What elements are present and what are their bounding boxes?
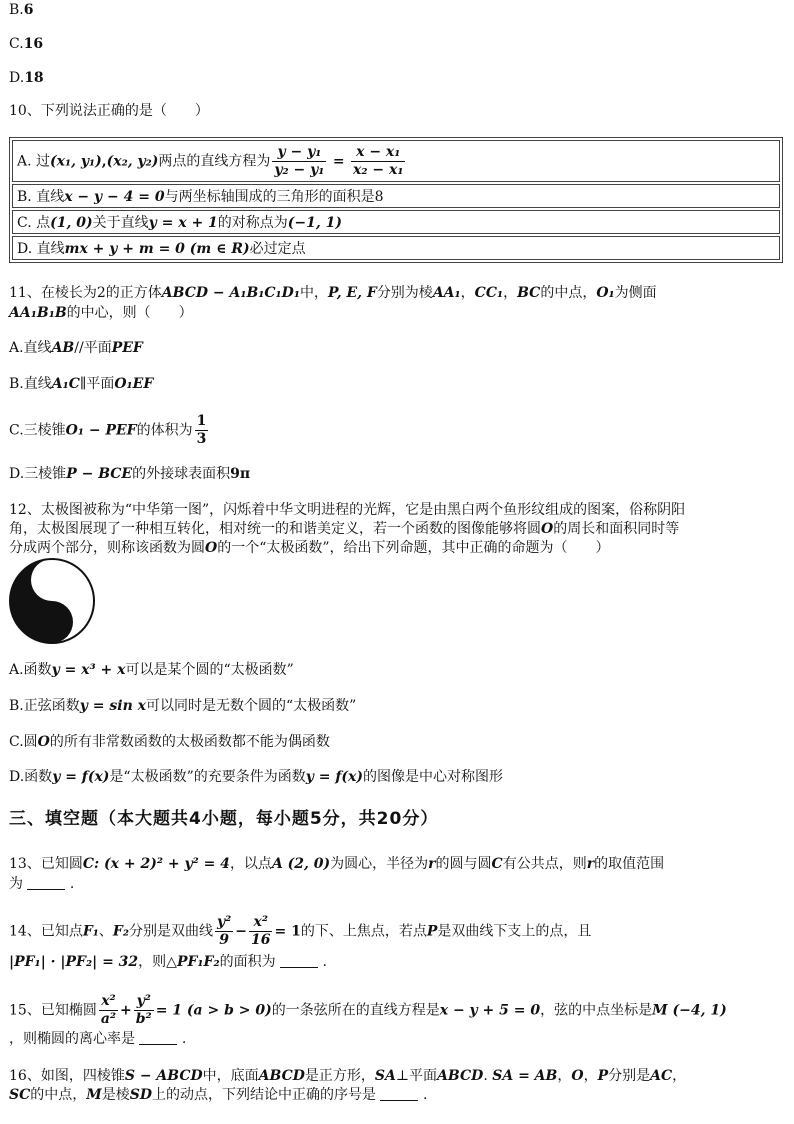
question-13-line2: 为 . [9,876,75,892]
question-10-options-table [9,137,783,263]
q11-option-d: D.三棱锥P − BCE的外接球表面积9π [9,466,251,482]
question-12-stem-line3: 分成两个部分，则称该函数为圆O的一个“太极函数”，给出下列命题，其中正确的命题为（ ） [9,540,610,556]
question-10-stem: 10、下列说法正确的是（ ） [9,103,209,119]
question-14-line1: 14、已知点F₁、F₂分别是双曲线 $\frac{\text{y²}}{9}$ − $\frac{\text{x²}}{16}$ = 1的下、上焦点，若点P是双曲线下支上的点，且 [9,914,592,948]
q10-option-b: B. 直线x − y − 4 = 0与两坐标轴围成的三角形的面积是8 [12,184,780,208]
section-heading: 三、填空题（本大题共4小题，每小题5分，共20分） [9,809,439,829]
fraction: $\frac{1}{3}$ [196,413,207,447]
question-16-line1: 16、如图，四棱锥S − ABCD中，底面ABCD是正方形，SA⊥平面ABCD. SA = AB，O，P分别是AC， [9,1068,687,1084]
answer-blank[interactable] [280,955,318,968]
question-13-line1: 13、已知圆C: (x + 2)² + y² = 4，以点A (2, 0)为圆心，半径为r的圆与圆C有公共点，则r的取值范围 [9,856,665,872]
q10-option-d: D. 直线mx + y + m = 0 (m ∈ R)必过定点 [12,236,780,260]
q11-option-b: B.直线A₁C∥平面O₁EF [9,376,154,392]
question-16-line2: SC的中点，M是棱SD上的动点，下列结论中正确的序号是 . [9,1087,428,1103]
question-11-stem-line2: AA₁B₁B的中心，则（ ） [9,305,193,321]
taiji-yin-yang-figure [8,557,96,645]
q12-option-c: C.圆O的所有非常数函数的太极函数都不能为偶函数 [9,734,330,750]
question-15-line2: ，则椭圆的离心率是 . [9,1031,187,1047]
q11-option-a: A.直线AB//平面PEF [9,340,143,356]
question-14-line2: |PF₁| · |PF₂| = 32，则△PF₁F₂的面积为 . [9,954,327,970]
fraction: $\frac{\text{x²}}{16}$ [251,914,271,948]
answer-blank[interactable] [380,1088,418,1101]
answer-blank[interactable] [139,1032,177,1045]
question-15-line1: 15、已知椭圆 $\frac{\text{x²}}{\text{a²}}$ + $\frac{\text{y²}}{\text{b²}}$ = 1 (a > b > 0)的一条弦所在的直线方程是x − y + 5 = 0，弦的中点坐标是M (−4, 1) [9,993,727,1027]
question-12-stem-line2: 角，太极图展现了一种相互转化，相对统一的和谐美定义，若一个函数的图像能够将圆O的周长和面积同时等 [9,521,680,537]
answer-blank[interactable] [27,877,65,890]
fraction: $\frac{\text{y²}}{\text{b²}}$ [135,993,152,1027]
option-d: D.18 [9,70,44,86]
option-c: C.16 [9,36,44,52]
fraction: $\frac{\text{y − y₁}}{\text{y₂ − y₁}}$ [274,143,325,178]
question-11-stem-line1: 11、在棱长为2的正方体ABCD − A₁B₁C₁D₁中，P, E, F分别为棱AA₁，CC₁，BC的中点，O₁为侧面 [9,285,657,301]
q12-option-d: D.函数y = f(x)是“太极函数”的充要条件为函数y = f(x)的图像是中心对称图形 [9,769,503,785]
q10-option-a: A. 过(x₁, y₁),(x₂, y₂)两点的直线方程为 $\frac{\text{y − y₁}}{\text{y₂ − y₁}}$ = $\frac{\text{x − x₁}}{\text{x₂ − x₁}}$ [12,140,780,182]
fraction: $\frac{\text{y²}}{9}$ [216,914,232,948]
q11-option-c: C.三棱锥O₁ − PEF的体积为 $\frac{1}{3}$ [9,413,207,447]
q12-option-b: B.正弦函数y = sin x可以同时是无数个圆的“太极函数” [9,698,357,714]
question-12-stem-line1: 12、太极图被称为“中华第一图”，闪烁着中华文明进程的光辉，它是由黑白两个鱼形纹组成的图案，俗称阴阳 [9,502,686,518]
fraction: $\frac{\text{x²}}{\text{a²}}$ [100,993,117,1027]
q10-option-c: C. 点(1, 0)关于直线y = x + 1的对称点为(−1, 1) [12,210,780,234]
fraction: $\frac{\text{x − x₁}}{\text{x₂ − x₁}}$ [353,143,404,178]
option-b: B.6 [9,2,34,18]
q12-option-a: A.函数y = x³ + x可以是某个圆的“太极函数” [9,662,294,678]
